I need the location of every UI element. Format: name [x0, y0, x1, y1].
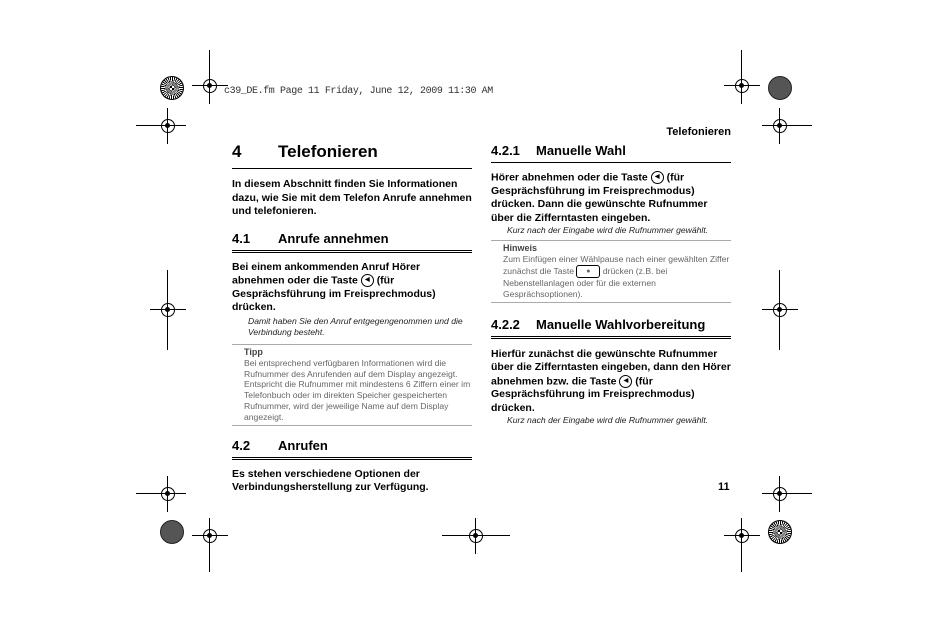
section-4-1-body	[232, 261, 472, 315]
hint-box	[491, 240, 731, 302]
section-title: Anrufe annehmen	[278, 230, 389, 246]
section-4-2-1-body	[491, 171, 731, 225]
hint-text	[503, 254, 731, 299]
section-title: Manuelle Wahl	[536, 143, 626, 158]
tip-text: Bei entsprechend verfügbaren Informationen wird die Rufnummer des Anrufenden auf dem Display angezeigt. Entspricht die Rufnummer mit mindestens 6 Ziffern einer im Telefonbuch oder im direkten Speicher gespeicherten Rufnummer, wird der jeweilige Name auf dem Display angezeigt.	[244, 357, 471, 422]
speaker-key-icon: ◀	[651, 171, 664, 184]
section-number: 4.2.1	[491, 143, 520, 158]
chapter-number: 4	[232, 142, 242, 161]
section-title: Manuelle Wahlvorbereitung	[536, 316, 706, 332]
body-text: (für Gesprächsführung im Freisprechmodus) drücken.	[491, 374, 695, 414]
section-4-2-2-body	[491, 348, 731, 416]
section-4-2-2-note: Kurz nach der Eingabe wird die Rufnummer gewählt.	[507, 415, 709, 426]
hint-text-part: Zum Einfügen einer Wählpause nach einer gewählten Ziffer zunächst die Taste	[503, 254, 730, 276]
section-title: Anrufen	[278, 437, 328, 453]
body-text: Hierfür zunächst die gewünschte Rufnummer über die Zifferntasten eingeben, dann den Hörer abnehmen bzw. die Taste	[491, 347, 731, 387]
page-number: 11	[718, 481, 730, 493]
section-heading-4-2	[232, 438, 472, 460]
section-4-2-body: Es stehen verschiedene Optionen der Verbindungsherstellung zur Verfügung.	[232, 467, 429, 494]
chapter-intro: In diesem Abschnitt finden Sie Informationen dazu, wie Sie mit dem Telefon Anrufe annehmen und telefonieren.	[232, 178, 472, 217]
running-head: Telefonieren	[666, 126, 731, 138]
body-text: Bei einem ankommenden Anruf Hörer abnehmen oder die Taste	[232, 260, 421, 287]
speaker-key-icon: ◀	[619, 375, 632, 388]
section-heading-4-2-1	[491, 143, 731, 163]
section-4-2-1-note: Kurz nach der Eingabe wird die Rufnummer gewählt.	[507, 225, 709, 236]
speaker-key-icon: ◀	[361, 274, 374, 287]
section-heading-4-1	[232, 231, 472, 253]
hint-text-part: drücken (z.B. bei Nebenstellanlagen oder für die externen Gesprächsoptionen).	[503, 265, 668, 299]
print-slug: c39_DE.fm Page 11 Friday, June 12, 2009 11:30 AM	[224, 86, 493, 97]
chapter-title: Telefonieren	[278, 142, 378, 161]
body-text: (für Gesprächsführung im Freisprechmodus) drücken. Dann die gewünschte Rufnummer über die Zifferntasten eingeben.	[491, 171, 708, 224]
chapter-heading	[232, 142, 472, 169]
section-4-1-note: Damit haben Sie den Anruf entgegengenommen und die Verbindung besteht.	[248, 315, 463, 337]
right-column	[491, 143, 731, 426]
pause-key-icon: ●	[576, 265, 600, 278]
body-text: Hörer abnehmen oder die Taste	[491, 171, 648, 184]
section-number: 4.1	[232, 230, 251, 246]
section-heading-4-2-2	[491, 317, 731, 339]
body-text: (für Gesprächsführung im Freisprechmodus) drücken.	[232, 274, 436, 314]
tip-box	[232, 344, 472, 426]
section-number: 4.2.2	[491, 316, 520, 332]
tip-title: Tipp	[244, 346, 263, 357]
section-number: 4.2	[232, 437, 251, 453]
left-column	[232, 142, 472, 495]
hint-title: Hinweis	[503, 243, 538, 254]
